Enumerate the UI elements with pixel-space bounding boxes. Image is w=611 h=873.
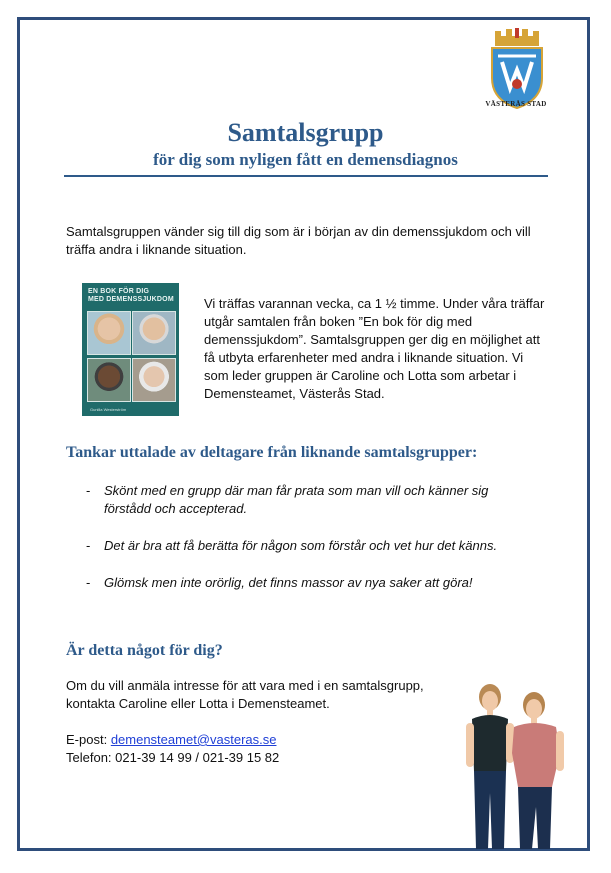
quote-item: Skönt med en grupp där man får prata som man vill och känner sig förstådd och accepterad.	[104, 483, 489, 516]
quote-bullet: -	[86, 483, 91, 498]
crown-icon	[495, 28, 539, 46]
phone-label: Telefon:	[66, 750, 112, 765]
title-underline	[64, 175, 548, 177]
email-link[interactable]: demensteamet@vasteras.se	[110, 732, 277, 747]
phone-line	[66, 749, 279, 767]
book-portrait-photo	[132, 311, 176, 355]
logo-text: VÄSTERÅS STAD	[485, 100, 547, 108]
book-cover-image	[82, 283, 179, 416]
phone-number: 021-39 14 99 / 021-39 15 82	[115, 750, 280, 765]
meetings-paragraph: Vi träffas varannan vecka, ca 1 ½ timme. Under våra träffar utgår samtalen från boken ”En bok för dig med demenssjukdom”. Samtalsgruppen ger dig en möjlighet att få utbyta erfarenheter med andra i liknande situation. Vi som leder gruppen är Caroline och Lotta som arbetar i Demensteamet, Västerås Stad.	[204, 296, 545, 401]
quote-bullet: -	[86, 538, 91, 553]
thoughts-heading: Tankar uttalade av deltagare från liknande samtalsgrupper:	[66, 444, 478, 461]
team-photo	[448, 683, 574, 851]
page-title: Samtalsgrupp	[227, 118, 384, 147]
book-portrait-photo	[87, 358, 131, 402]
book-author: Gunilla Westerström	[90, 407, 127, 412]
quote-bullet: -	[86, 575, 91, 590]
book-cover-title	[88, 288, 174, 304]
quote-item: Det är bra att få berätta för någon som förstår och vet hur det känns.	[104, 538, 498, 553]
book-title-line2: MED DEMENSSJUKDOM	[88, 296, 174, 303]
book-portrait-photo	[132, 358, 176, 402]
quote-item: Glömsk men inte orörlig, det finns massor av nya saker att göra!	[104, 575, 473, 590]
page-subtitle: för dig som nyligen fått en demensdiagnos	[153, 150, 458, 169]
question-heading: Är detta något för dig?	[66, 642, 223, 659]
email-label: E-post:	[66, 732, 108, 747]
contact-paragraph: Om du vill anmäla intresse för att vara med i en samtalsgrupp, kontakta Caroline eller Lotta i Demensteamet.	[66, 678, 424, 711]
email-line	[66, 731, 276, 749]
book-title-line1: EN BOK FÖR DIG	[88, 288, 150, 295]
book-portrait-photo	[87, 311, 131, 355]
intro-paragraph: Samtalsgruppen vänder sig till dig som är i början av din demenssjukdom och vill träffa andra i liknande situation.	[66, 224, 531, 257]
